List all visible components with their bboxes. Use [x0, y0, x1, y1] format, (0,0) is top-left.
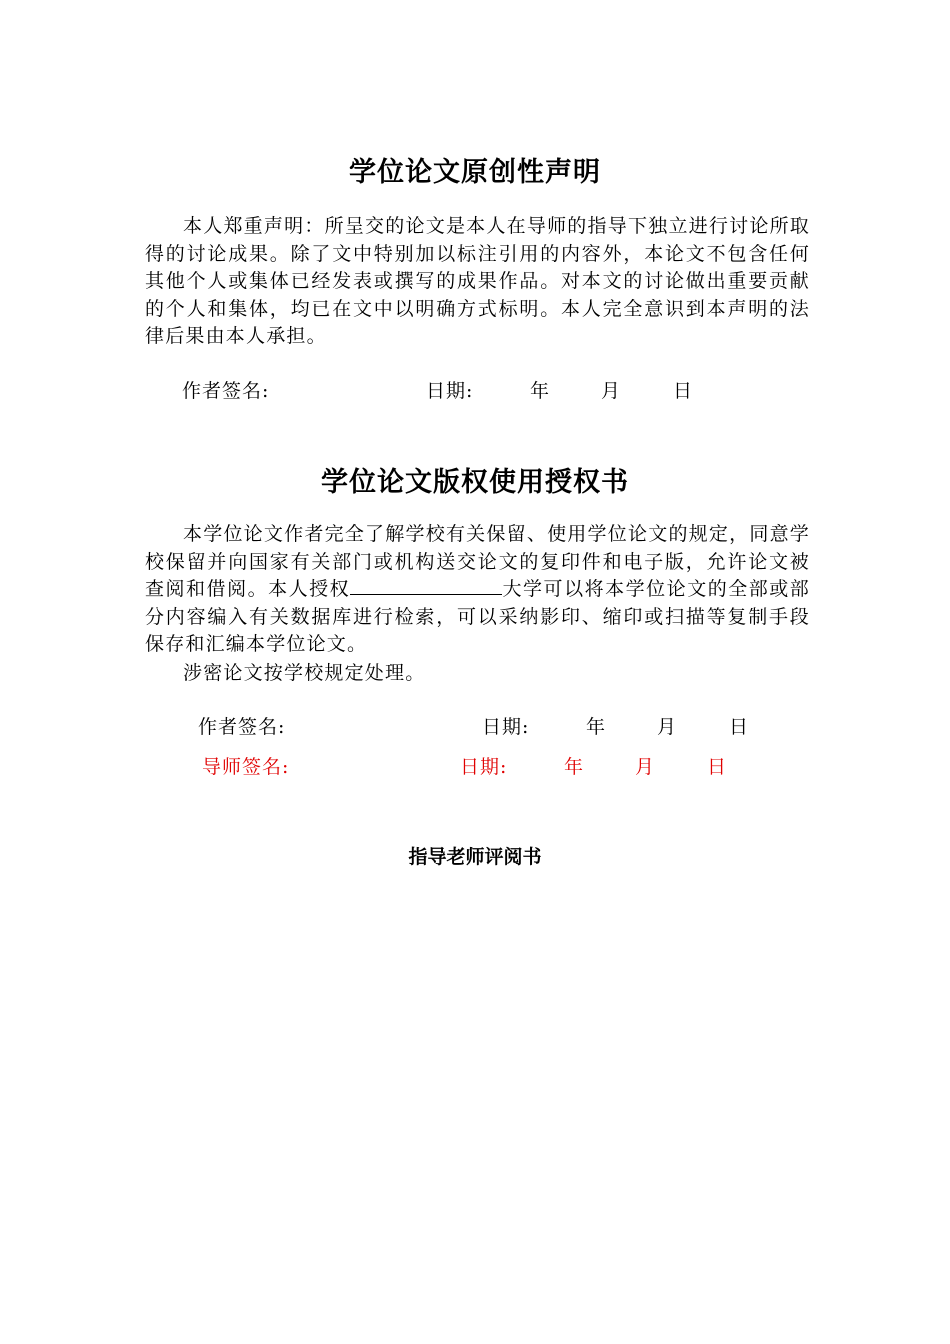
- declaration-signature-row: [0, 378, 950, 406]
- university-name-blank: [350, 576, 502, 595]
- advisor-year-label: 年: [564, 756, 585, 778]
- date-label: 日期:: [426, 380, 474, 402]
- secret-note: 涉密论文按学校规定处理。: [183, 662, 426, 684]
- year-label: 年: [530, 380, 551, 402]
- day-label: 日: [673, 380, 694, 402]
- authorization-body: [145, 521, 810, 659]
- year-label: 年: [586, 716, 607, 738]
- authorization-body-part1: 本学位论文作者完全了解学校有关保留、使用学位论文的规定，同意学校保留并向国家有关部门或机构送交论文的复印件和电子版，允许论文被查阅和借阅。本人授权: [145, 523, 810, 601]
- month-label: 月: [601, 380, 622, 402]
- advisor-day-label: 日: [707, 756, 728, 778]
- month-label: 月: [657, 716, 678, 738]
- review-title: 指导老师评阅书: [408, 846, 542, 868]
- authorization-advisor-row: [0, 754, 950, 782]
- advisor-date-label: 日期:: [460, 756, 508, 778]
- advisor-signature-label: 导师签名:: [202, 756, 290, 778]
- declaration-title: 学位论文原创性声明: [349, 157, 601, 188]
- day-label: 日: [729, 716, 750, 738]
- declaration-body: 本人郑重声明：所呈交的论文是本人在导师的指导下独立进行讨论所取得的讨论成果。除了文中特别加以标注引用的内容外，本论文不包含任何其他个人或集体已经发表或撰写的成果作品。对本文的讨论做出重要贡献的个人和集体，均已在文中以明确方式标明。本人完全意识到本声明的法律后果由本人承担。: [145, 215, 810, 348]
- date-label: 日期:: [482, 716, 530, 738]
- authorization-body-part2: 大学可以将本学位论文的全部或部分内容编入有关数据库进行检索，可以采纳影印、缩印或扫描等复制手段保存和汇编本学位论文。: [145, 578, 810, 656]
- author-signature-label: 作者签名:: [198, 716, 286, 738]
- authorization-author-row: [0, 714, 950, 742]
- advisor-month-label: 月: [635, 756, 656, 778]
- authorization-title: 学位论文版权使用授权书: [321, 467, 629, 498]
- author-signature-label: 作者签名:: [182, 380, 270, 402]
